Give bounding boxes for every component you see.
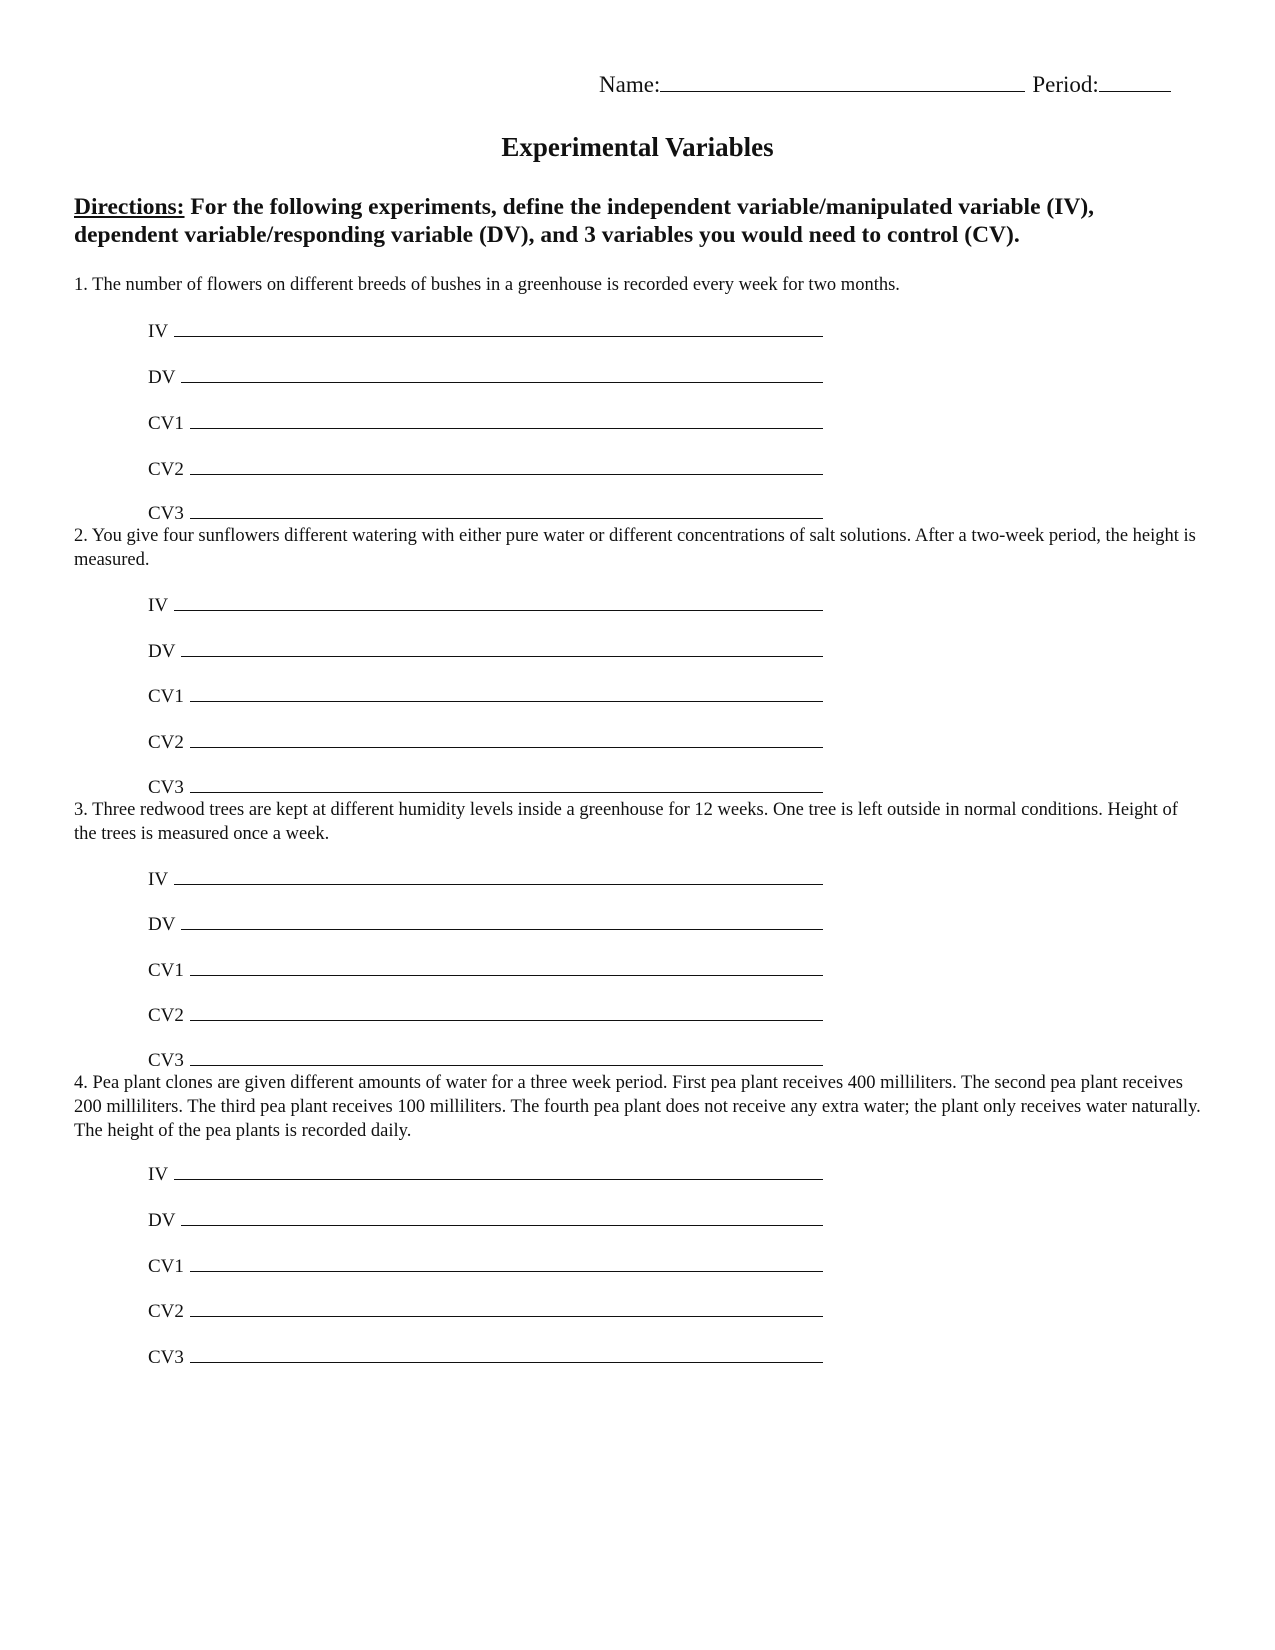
- answer-line[interactable]: [190, 1002, 823, 1021]
- answer-label: DV: [148, 914, 176, 935]
- answer-line[interactable]: [174, 1161, 823, 1180]
- answer-label: IV: [148, 321, 169, 342]
- answer-label: CV1: [148, 686, 184, 707]
- question-1-text: 1. The number of flowers on different breeds of bushes in a greenhouse is recorded every week for two months.: [74, 275, 900, 295]
- answer-label: DV: [148, 367, 176, 388]
- answer-label: CV2: [148, 1301, 184, 1322]
- answer-line[interactable]: [174, 318, 823, 337]
- answer-row-q3-dv[interactable]: [148, 911, 823, 936]
- answer-label: CV3: [148, 1050, 184, 1071]
- answer-row-q3-cv1[interactable]: [148, 957, 823, 982]
- answer-label: IV: [148, 869, 169, 890]
- answer-label: IV: [148, 595, 169, 616]
- answer-label: CV1: [148, 960, 184, 981]
- answer-row-q3-cv3[interactable]: [148, 1047, 823, 1072]
- answer-row-q4-dv[interactable]: [148, 1207, 823, 1232]
- answer-row-q2-dv[interactable]: [148, 638, 823, 663]
- answer-label: CV2: [148, 459, 184, 480]
- answer-line[interactable]: [190, 957, 823, 976]
- name-label: Name:: [599, 72, 661, 97]
- answer-row-q1-iv[interactable]: [148, 318, 823, 343]
- answer-label: CV1: [148, 1256, 184, 1277]
- answer-line[interactable]: [174, 592, 823, 611]
- answer-label: CV3: [148, 1347, 184, 1368]
- question-3-text: 3. Three redwood trees are kept at different humidity levels inside a greenhouse for 12 weeks. One tree is left outside in normal conditions. Height of the trees is measured once a week.: [74, 800, 1178, 844]
- header-row: [599, 72, 1171, 98]
- question-2-text: 2. You give four sunflowers different watering with either pure water or different concentrations of salt solutions. After a two-week period, the height is measured.: [74, 526, 1196, 570]
- answer-line[interactable]: [190, 410, 823, 429]
- answer-line[interactable]: [181, 911, 823, 930]
- answer-row-q2-cv3[interactable]: [148, 774, 823, 799]
- answer-row-q2-cv2[interactable]: [148, 729, 823, 754]
- answer-line[interactable]: [190, 774, 823, 793]
- answer-row-q1-dv[interactable]: [148, 364, 823, 389]
- answer-line[interactable]: [190, 683, 823, 702]
- answer-row-q2-cv1[interactable]: [148, 683, 823, 708]
- answer-row-q4-cv3[interactable]: [148, 1344, 823, 1369]
- answer-row-q1-cv2[interactable]: [148, 456, 823, 481]
- answer-row-q1-cv3[interactable]: [148, 500, 823, 525]
- answer-label: CV3: [148, 777, 184, 798]
- answer-line[interactable]: [181, 1207, 823, 1226]
- answer-label: DV: [148, 1210, 176, 1231]
- answer-line[interactable]: [190, 1344, 823, 1363]
- answer-row-q4-iv[interactable]: [148, 1161, 823, 1186]
- period-blank[interactable]: [1099, 73, 1171, 92]
- answer-line[interactable]: [190, 1298, 823, 1317]
- answer-row-q1-cv1[interactable]: [148, 410, 823, 435]
- directions-label: Directions:: [74, 194, 185, 220]
- answer-row-q3-iv[interactable]: [148, 866, 823, 891]
- answer-line[interactable]: [174, 866, 823, 885]
- answer-line[interactable]: [190, 729, 823, 748]
- answer-label: CV2: [148, 1005, 184, 1026]
- answer-line[interactable]: [190, 500, 823, 519]
- answer-row-q2-iv[interactable]: [148, 592, 823, 617]
- answer-row-q4-cv2[interactable]: [148, 1298, 823, 1323]
- answer-line[interactable]: [181, 364, 823, 383]
- answer-label: CV1: [148, 413, 184, 434]
- answer-line[interactable]: [181, 638, 823, 657]
- name-blank[interactable]: [660, 73, 1025, 92]
- directions-text: For the following experiments, define the independent variable/manipulated variable (IV), dependent variable/responding variable (DV), and 3 variables you would need to control (CV).: [74, 194, 1095, 248]
- answer-label: CV2: [148, 732, 184, 753]
- period-label: Period:: [1032, 72, 1099, 97]
- answer-label: DV: [148, 641, 176, 662]
- answer-label: IV: [148, 1164, 169, 1185]
- answer-label: CV3: [148, 503, 184, 524]
- answer-line[interactable]: [190, 456, 823, 475]
- answer-line[interactable]: [190, 1047, 823, 1066]
- answer-row-q4-cv1[interactable]: [148, 1253, 823, 1278]
- answer-row-q3-cv2[interactable]: [148, 1002, 823, 1027]
- answer-line[interactable]: [190, 1253, 823, 1272]
- question-4-text: 4. Pea plant clones are given different amounts of water for a three week period. First pea plant receives 400 milliliters. The second pea plant receives 200 milliliters. The third pea plant receives 100 milliliters. The fourth pea plant does not receive any extra water; the plant only receives water naturally. The height of the pea plants is recorded daily.: [74, 1073, 1201, 1141]
- page-title: Experimental Variables: [501, 132, 774, 162]
- directions: [74, 193, 1194, 249]
